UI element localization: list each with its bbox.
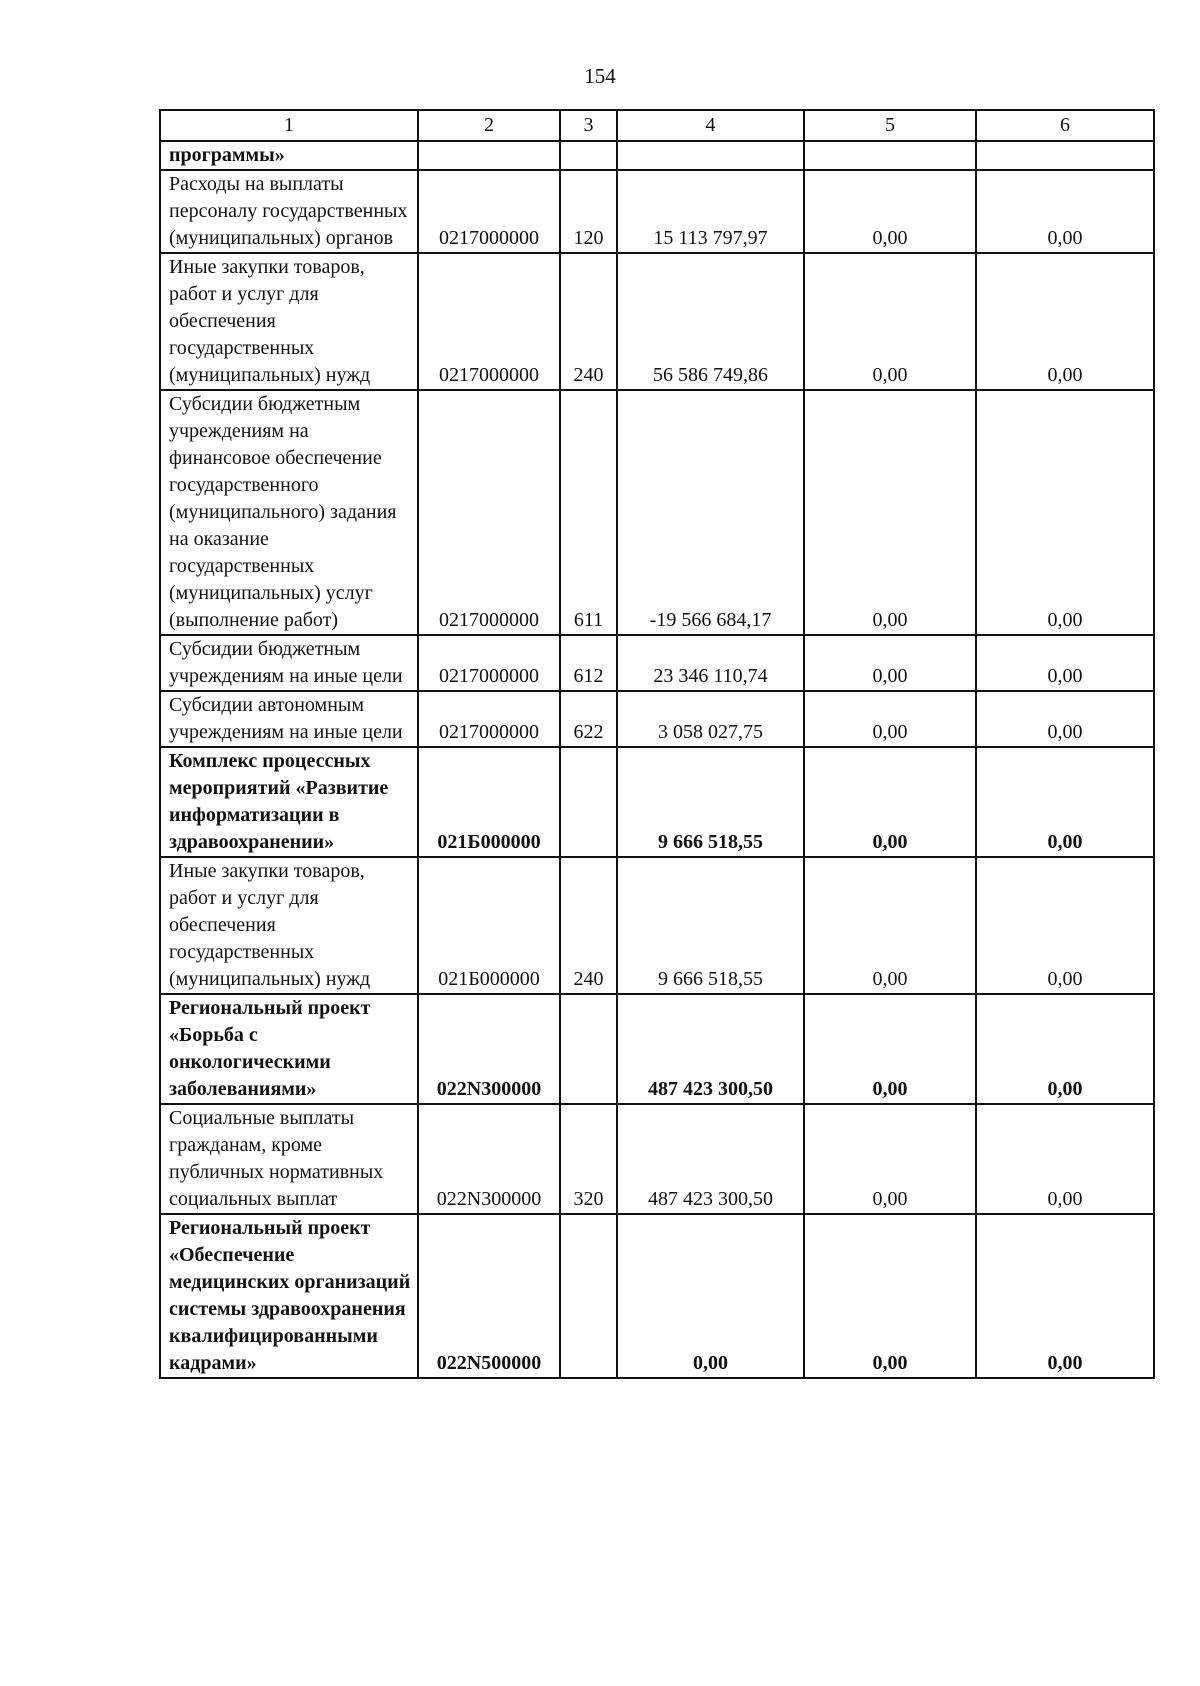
table-row (160, 691, 1154, 747)
table-row (160, 857, 1154, 994)
column-header-1: 1 (160, 110, 418, 141)
column-header-5: 5 (804, 110, 976, 141)
row-kvr-cell: 611 (560, 390, 617, 635)
row-name-cell: Региональный проект «Обеспечение медицинских организаций системы здравоохранения квалифицированными кадрами» (160, 1214, 418, 1378)
row-value-col5-cell: 0,00 (804, 1104, 976, 1214)
row-value-col5-cell: 0,00 (804, 253, 976, 390)
row-value-col4-cell: 9 666 518,55 (617, 747, 804, 857)
budget-table (159, 109, 1155, 1379)
row-value-col5-cell: 0,00 (804, 1214, 976, 1378)
row-name-cell: Социальные выплаты гражданам, кроме публичных нормативных социальных выплат (160, 1104, 418, 1214)
row-value-col5-cell: 0,00 (804, 691, 976, 747)
row-value-col5-cell (804, 141, 976, 170)
page-number: 154 (584, 64, 616, 88)
row-kvr-cell (560, 1214, 617, 1378)
row-code-cell: 021Б000000 (418, 747, 560, 857)
row-value-col6-cell (976, 141, 1154, 170)
table-row (160, 253, 1154, 390)
row-kvr-cell: 120 (560, 170, 617, 253)
row-value-col5-cell: 0,00 (804, 635, 976, 691)
table-row (160, 747, 1154, 857)
row-name-cell: Региональный проект «Борьба с онкологическими заболеваниями» (160, 994, 418, 1104)
row-kvr-cell: 622 (560, 691, 617, 747)
table-body (160, 141, 1154, 1378)
row-value-col6-cell: 0,00 (976, 691, 1154, 747)
table-row (160, 1104, 1154, 1214)
row-name-cell: Субсидии автономным учреждениям на иные цели (160, 691, 418, 747)
row-code-cell: 0217000000 (418, 253, 560, 390)
row-code-cell: 0217000000 (418, 691, 560, 747)
row-value-col6-cell: 0,00 (976, 857, 1154, 994)
row-code-cell: 0217000000 (418, 170, 560, 253)
table-row (160, 635, 1154, 691)
row-kvr-cell (560, 747, 617, 857)
row-value-col5-cell: 0,00 (804, 857, 976, 994)
row-value-col4-cell (617, 141, 804, 170)
row-name-cell: Комплекс процессных мероприятий «Развитие информатизации в здравоохранении» (160, 747, 418, 857)
row-name-cell: Субсидии бюджетным учреждениям на финансовое обеспечение государственного (муниципального) задания на оказание государственных (муниципальных) услуг (выполнение работ) (160, 390, 418, 635)
row-value-col6-cell: 0,00 (976, 994, 1154, 1104)
row-code-cell: 022N300000 (418, 994, 560, 1104)
column-header-6: 6 (976, 110, 1154, 141)
row-value-col6-cell: 0,00 (976, 253, 1154, 390)
table-header-row (160, 110, 1154, 141)
row-name-cell: Расходы на выплаты персоналу государственных (муниципальных) органов (160, 170, 418, 253)
column-header-3: 3 (560, 110, 617, 141)
row-value-col6-cell: 0,00 (976, 1214, 1154, 1378)
table-row (160, 994, 1154, 1104)
row-value-col6-cell: 0,00 (976, 390, 1154, 635)
row-kvr-cell: 320 (560, 1104, 617, 1214)
row-code-cell (418, 141, 560, 170)
row-kvr-cell: 612 (560, 635, 617, 691)
row-kvr-cell (560, 141, 617, 170)
row-name-cell: программы» (160, 141, 418, 170)
column-header-2: 2 (418, 110, 560, 141)
row-value-col6-cell: 0,00 (976, 1104, 1154, 1214)
row-value-col6-cell: 0,00 (976, 635, 1154, 691)
row-value-col5-cell: 0,00 (804, 747, 976, 857)
row-value-col4-cell: 9 666 518,55 (617, 857, 804, 994)
row-value-col4-cell: 15 113 797,97 (617, 170, 804, 253)
row-value-col5-cell: 0,00 (804, 390, 976, 635)
table-row (160, 141, 1154, 170)
row-kvr-cell: 240 (560, 857, 617, 994)
row-value-col5-cell: 0,00 (804, 994, 976, 1104)
row-kvr-cell (560, 994, 617, 1104)
row-kvr-cell: 240 (560, 253, 617, 390)
row-value-col4-cell: 3 058 027,75 (617, 691, 804, 747)
row-value-col5-cell: 0,00 (804, 170, 976, 253)
table-row (160, 170, 1154, 253)
row-code-cell: 021Б000000 (418, 857, 560, 994)
row-name-cell: Субсидии бюджетным учреждениям на иные цели (160, 635, 418, 691)
row-value-col4-cell: 487 423 300,50 (617, 1104, 804, 1214)
table-row (160, 390, 1154, 635)
row-value-col4-cell: 0,00 (617, 1214, 804, 1378)
row-code-cell: 0217000000 (418, 635, 560, 691)
row-value-col4-cell: 487 423 300,50 (617, 994, 804, 1104)
row-name-cell: Иные закупки товаров, работ и услуг для обеспечения государственных (муниципальных) нужд (160, 857, 418, 994)
row-code-cell: 022N500000 (418, 1214, 560, 1378)
row-value-col4-cell: -19 566 684,17 (617, 390, 804, 635)
table-row (160, 1214, 1154, 1378)
row-name-cell: Иные закупки товаров, работ и услуг для обеспечения государственных (муниципальных) нужд (160, 253, 418, 390)
row-value-col6-cell: 0,00 (976, 170, 1154, 253)
row-code-cell: 0217000000 (418, 390, 560, 635)
column-header-4: 4 (617, 110, 804, 141)
row-code-cell: 022N300000 (418, 1104, 560, 1214)
row-value-col4-cell: 23 346 110,74 (617, 635, 804, 691)
row-value-col4-cell: 56 586 749,86 (617, 253, 804, 390)
row-value-col6-cell: 0,00 (976, 747, 1154, 857)
